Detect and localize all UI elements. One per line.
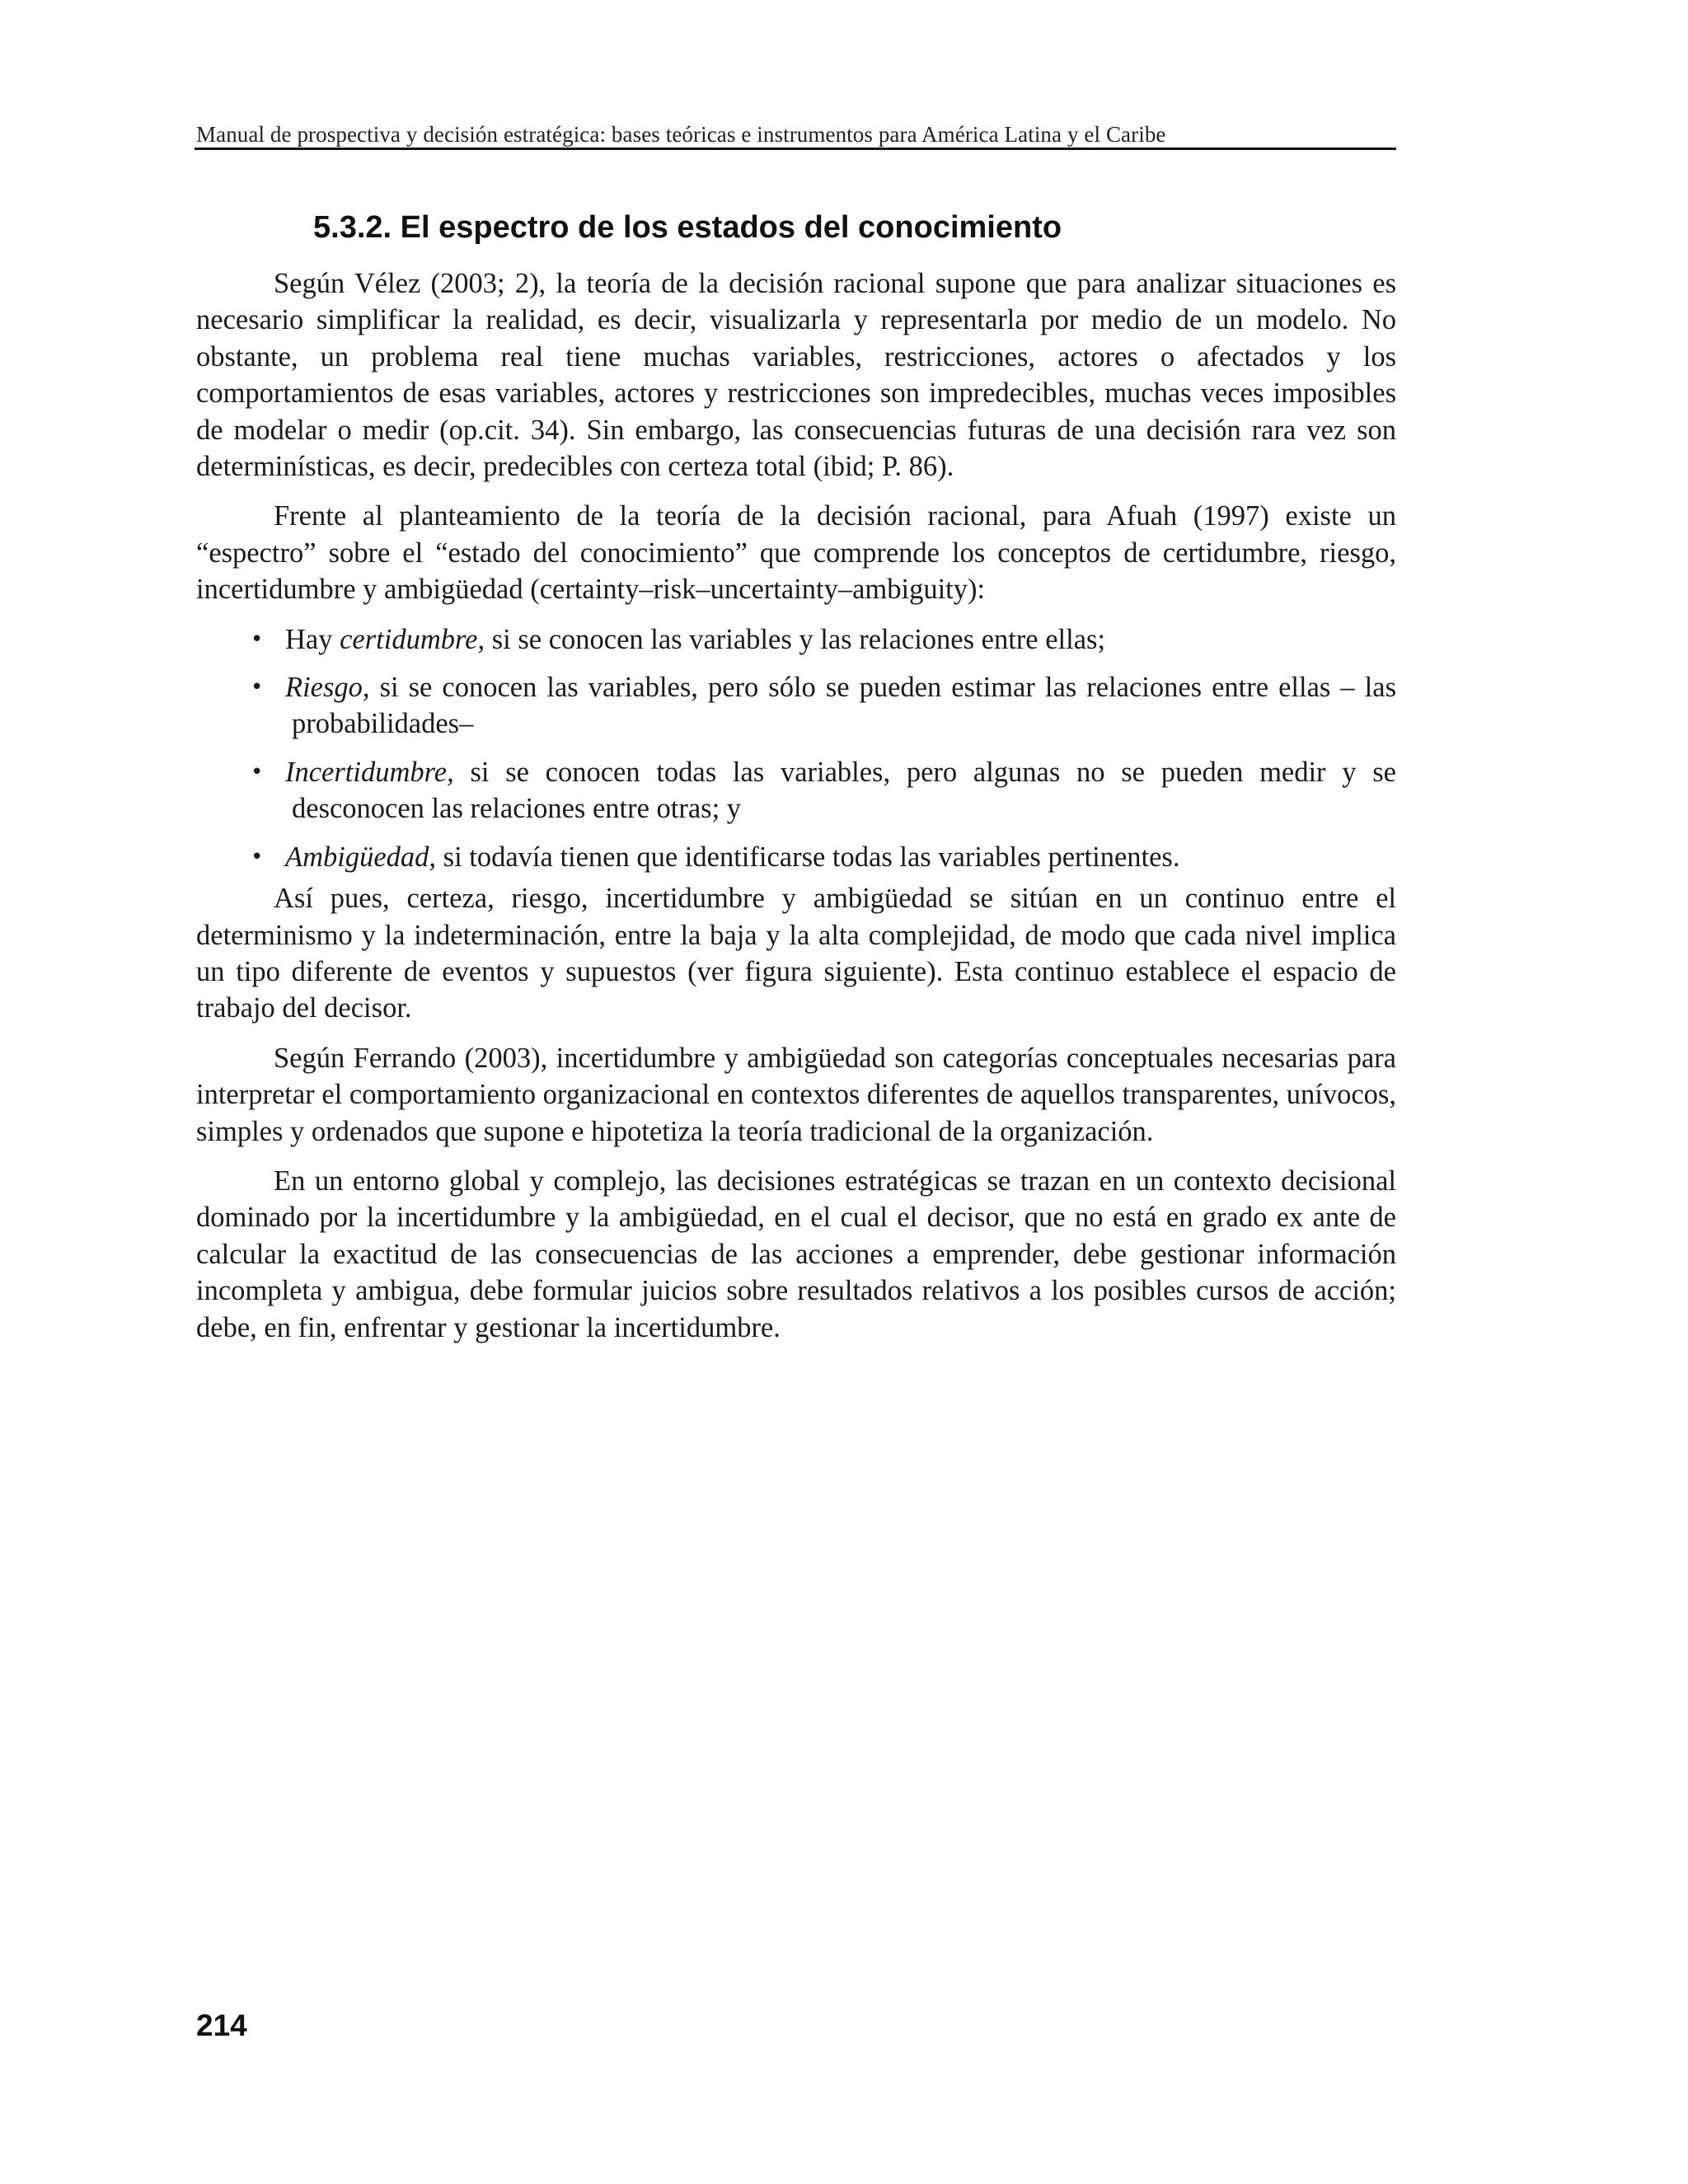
bullet-item <box>196 669 1396 743</box>
section-heading: 5.3.2. El espectro de los estados del conocimiento <box>313 210 1062 245</box>
page-number: 214 <box>196 2008 247 2042</box>
paragraph: Así pues, certeza, riesgo, incertidumbre y ambigüedad se sitúan en un continuo entre el determinismo y la indeterminación, entre la baja y la alta complejidad, de modo que cada nivel implica un tipo diferente de eventos y supuestos (ver figura siguiente). Esta continuo establece el espacio de trabajo del decisor. <box>196 883 1396 1024</box>
bullet-item <box>196 621 1396 658</box>
bullet-icon: • <box>251 675 264 701</box>
bullet-term: Incertidumbre, <box>285 756 454 788</box>
bullet-text: si se conocen las variables y las relaciones entre ellas; <box>485 623 1106 655</box>
bullet-term: Riesgo, <box>285 672 370 704</box>
header-rule <box>195 148 1396 150</box>
bullet-term: certidumbre, <box>340 623 485 655</box>
bullet-icon: • <box>251 626 264 652</box>
bullet-text: si todavía tienen que identificarse todas las variables pertinentes. <box>436 841 1180 873</box>
bullet-item <box>196 839 1396 875</box>
bullet-prefix: Hay <box>285 623 340 655</box>
running-header: Manual de prospectiva y decisión estratégica: bases teóricas e instrumentos para América Latina y el Caribe <box>196 122 1166 147</box>
bullet-item <box>196 754 1396 827</box>
bullet-term: Ambigüedad, <box>285 841 437 873</box>
paragraph: Según Ferrando (2003), incertidumbre y ambigüedad son categorías conceptuales necesarias para interpretar el comportamiento organizacional en contextos diferentes de aquellos transparentes, unívocos, simples y ordenados que supone e hipotetiza la teoría tradicional de la organización. <box>196 1042 1396 1147</box>
paragraph: En un entorno global y complejo, las decisiones estratégicas se trazan en un contexto decisional dominado por la incertidumbre y la ambigüedad, en el cual el decisor, que no está en grado ex ante de calcular la exactitud de las consecuencias de las acciones a emprender, debe gestionar información incompleta y ambigua, debe formular juicios sobre resultados relativos a los posibles cursos de acción; debe, en fin, enfrentar y gestionar la incertidumbre. <box>196 1165 1396 1343</box>
body-text <box>196 265 1396 1346</box>
bullet-icon: • <box>251 844 264 869</box>
bullet-icon: • <box>251 759 264 785</box>
bullet-text: si se conocen las variables, pero sólo se pueden estimar las relaciones entre ellas – las probabilidades– <box>292 672 1396 740</box>
bullet-list <box>196 621 1396 875</box>
paragraph: Según Vélez (2003; 2), la teoría de la decisión racional supone que para analizar situaciones es necesario simplificar la realidad, es decir, visualizarla y representarla por medio de un modelo. No obstante, un problema real tiene muchas variables, restricciones, actores o afectados y los comportamientos de esas variables, actores y restricciones son impredecibles, muchas veces imposibles de modelar o medir (op.cit. 34). Sin embargo, las consecuencias futuras de una decisión rara vez son determinísticas, es decir, predecibles con certeza total (ibid; P. 86). <box>196 268 1396 483</box>
paragraph: Frente al planteamiento de la teoría de la decisión racional, para Afuah (1997) existe un “espectro” sobre el “estado del conocimiento” que comprende los conceptos de certidumbre, riesgo, incertidumbre y ambigüedad (certainty–risk–uncertainty–ambiguity): <box>196 500 1396 606</box>
bullet-text: si se conocen todas las variables, pero algunas no se pueden medir y se desconocen las relaciones entre otras; y <box>292 756 1396 825</box>
